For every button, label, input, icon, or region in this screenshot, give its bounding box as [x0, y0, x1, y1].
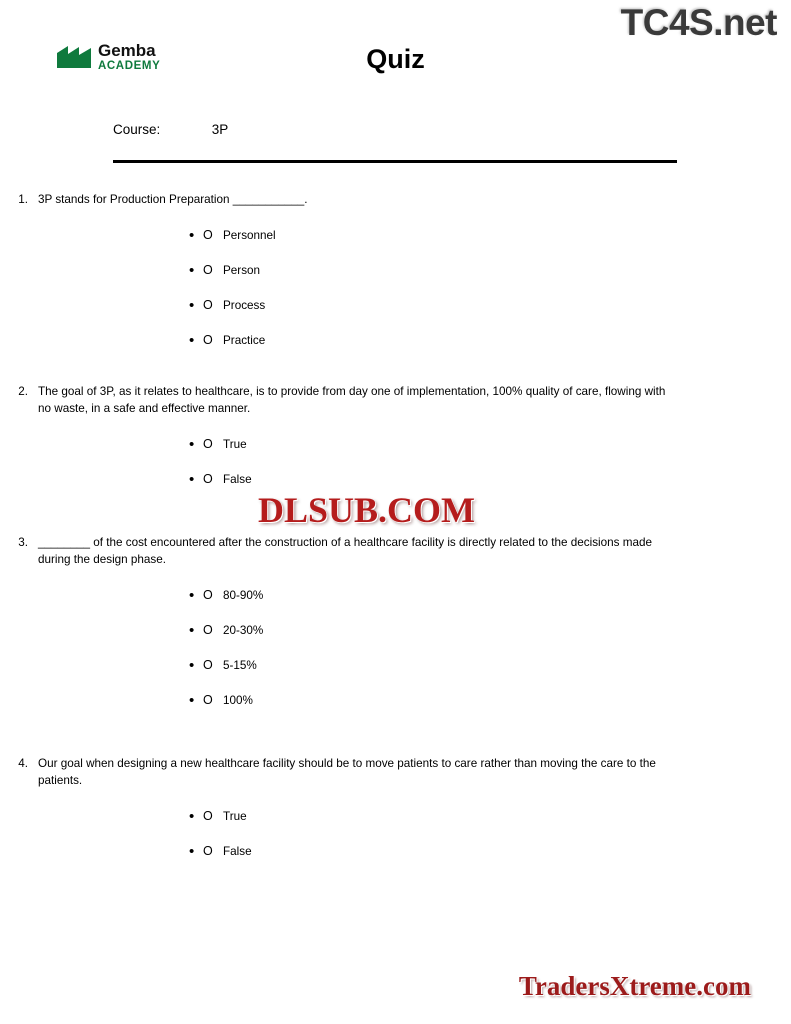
- option-item[interactable]: [0, 799, 791, 834]
- option-list: [0, 218, 791, 358]
- course-row: [113, 122, 228, 137]
- question-number: 4.: [18, 756, 28, 770]
- bullet-icon: •: [189, 656, 195, 674]
- bullet-icon: •: [189, 691, 195, 709]
- question-body: ________ of the cost encountered after the construction of a healthcare facility is directly related to the decisions made during the design phase.: [38, 535, 652, 566]
- question-item: [0, 192, 791, 358]
- option-item[interactable]: [0, 218, 791, 253]
- radio-option-icon[interactable]: O: [203, 588, 213, 603]
- watermark-top-right: TC4S.net: [620, 2, 777, 43]
- radio-option-icon[interactable]: O: [203, 658, 213, 673]
- bullet-icon: •: [189, 226, 195, 244]
- bullet-icon: •: [189, 261, 195, 279]
- question-item: [0, 535, 791, 718]
- question-number: 2.: [18, 384, 28, 398]
- block-spacer: [0, 718, 791, 756]
- page-title: Quiz: [366, 44, 425, 74]
- radio-option-icon[interactable]: O: [203, 228, 213, 243]
- option-item[interactable]: [0, 683, 791, 718]
- question-number: 1.: [18, 193, 28, 206]
- question-text-row: [0, 384, 791, 418]
- header-divider: [113, 160, 677, 163]
- question-item: [0, 384, 791, 497]
- option-label: Process: [223, 298, 266, 312]
- question-text-row: [0, 192, 791, 209]
- option-item[interactable]: [0, 834, 791, 869]
- option-label: False: [223, 844, 252, 858]
- option-item[interactable]: [0, 288, 791, 323]
- option-list: [0, 578, 791, 718]
- radio-option-icon[interactable]: O: [203, 693, 213, 708]
- question-body: The goal of 3P, as it relates to healthcare, is to provide from day one of implementation, 100% quality of care, flowing with no waste, in a safe and effective manner.: [38, 384, 666, 415]
- option-label: False: [223, 472, 252, 486]
- block-spacer: [0, 358, 791, 384]
- question-body: Our goal when designing a new healthcare facility should be to move patients to care rather than moving the care to the patients.: [38, 756, 656, 787]
- question-body: 3P stands for Production Preparation ___________.: [38, 193, 308, 206]
- option-item[interactable]: [0, 578, 791, 613]
- radio-option-icon[interactable]: O: [203, 333, 213, 348]
- question-text-row: [0, 535, 791, 569]
- option-label: True: [223, 809, 247, 823]
- option-label: Person: [223, 263, 261, 277]
- option-label: 100%: [223, 693, 253, 707]
- question-text-row: [0, 756, 791, 790]
- radio-option-icon[interactable]: O: [203, 844, 213, 859]
- watermark-center: DLSUB.COM: [258, 490, 476, 530]
- bullet-icon: •: [189, 807, 195, 825]
- course-label: Course:: [113, 122, 161, 137]
- option-label: 5-15%: [223, 658, 257, 672]
- logo-subtitle: ACADEMY: [98, 59, 161, 72]
- radio-option-icon[interactable]: O: [203, 809, 213, 824]
- option-label: 20-30%: [223, 623, 264, 637]
- option-list: [0, 427, 791, 497]
- radio-option-icon[interactable]: O: [203, 623, 213, 638]
- bullet-icon: •: [189, 331, 195, 349]
- bullet-icon: •: [189, 296, 195, 314]
- option-list: [0, 799, 791, 869]
- option-item[interactable]: [0, 253, 791, 288]
- question-number: 3.: [18, 535, 28, 549]
- option-item[interactable]: [0, 613, 791, 648]
- bullet-icon: •: [189, 435, 195, 453]
- course-value: 3P: [211, 122, 229, 137]
- option-item[interactable]: [0, 323, 791, 358]
- bullet-icon: •: [189, 586, 195, 604]
- radio-option-icon[interactable]: O: [203, 437, 213, 452]
- option-item[interactable]: [0, 427, 791, 462]
- bullet-icon: •: [189, 842, 195, 860]
- bullet-icon: •: [189, 621, 195, 639]
- option-label: Personnel: [223, 228, 276, 242]
- logo-name: Gemba: [98, 41, 156, 60]
- radio-option-icon[interactable]: O: [203, 263, 213, 278]
- option-label: Practice: [223, 333, 266, 347]
- radio-option-icon[interactable]: O: [203, 298, 213, 313]
- watermark-bottom-right: TradersXtreme.com: [518, 971, 751, 1001]
- option-label: 80-90%: [223, 588, 264, 602]
- question-item: [0, 756, 791, 869]
- bullet-icon: •: [189, 470, 195, 488]
- option-label: True: [223, 437, 247, 451]
- option-item[interactable]: [0, 648, 791, 683]
- radio-option-icon[interactable]: O: [203, 472, 213, 487]
